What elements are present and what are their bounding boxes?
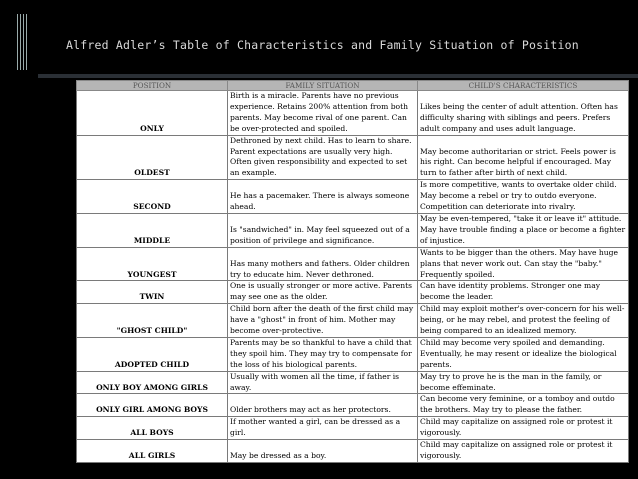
family-situation-cell: Child born after the death of the first child may have a "ghost" in front of him. Mother may become over-protective.	[228, 304, 418, 338]
position-cell: ADOPTED CHILD	[77, 337, 228, 371]
table-row	[77, 135, 629, 180]
family-situation-cell: Is "sandwiched" in. May feel squeezed out of a position of privilege and significance.	[228, 213, 418, 247]
position-cell: OLDEST	[77, 135, 228, 180]
header-family-situation: FAMILY SITUATION	[228, 81, 418, 91]
table-row	[77, 180, 629, 214]
childs-characteristics-cell: Likes being the center of adult attention. Often has difficulty sharing with siblings and peers. Prefers adult company and uses adult language.	[418, 91, 629, 136]
family-situation-cell: Older brothers may act as her protectors.	[228, 394, 418, 417]
slide-header-bar	[38, 74, 638, 78]
table-row	[77, 371, 629, 394]
header-childs-characteristics: CHILD'S CHARACTERISTICS	[418, 81, 629, 91]
childs-characteristics-cell: Can have identity problems. Stronger one may become the leader.	[418, 281, 629, 304]
position-cell: TWIN	[77, 281, 228, 304]
family-situation-cell: Birth is a miracle. Parents have no previous experience. Retains 200% attention from both parents. May become rival of one parent. Can be over-protected and spoiled.	[228, 91, 418, 136]
position-cell: SECOND	[77, 180, 228, 214]
slide-title: Alfred Adler’s Table of Characteristics and Family Situation of Position	[66, 38, 579, 52]
position-cell: ALL BOYS	[77, 417, 228, 440]
table-row	[77, 417, 629, 440]
family-situation-cell: He has a pacemaker. There is always someone ahead.	[228, 180, 418, 214]
position-cell: ALL GIRLS	[77, 440, 228, 463]
family-situation-cell: Dethroned by next child. Has to learn to share. Parent expectations are usually very high. Often given responsibility and expected to set an example.	[228, 135, 418, 180]
family-situation-cell: Parents may be so thankful to have a child that they spoil him. They may try to compensate for the loss of his biological parents.	[228, 337, 418, 371]
family-situation-cell: Usually with women all the time, if father is away.	[228, 371, 418, 394]
childs-characteristics-cell: Child may exploit mother's over-concern for his well-being, or he may rebel, and protest the feeling of being compared to an idealized memory.	[418, 304, 629, 338]
family-situation-cell: Has many mothers and fathers. Older children try to educate him. Never dethroned.	[228, 247, 418, 281]
family-situation-cell: May be dressed as a boy.	[228, 440, 418, 463]
childs-characteristics-cell: Can become very feminine, or a tomboy and outdo the brothers. May try to please the father.	[418, 394, 629, 417]
table-row	[77, 440, 629, 463]
position-cell: ONLY GIRL AMONG BOYS	[77, 394, 228, 417]
childs-characteristics-cell: Child may capitalize on assigned role or protest it vigorously.	[418, 417, 629, 440]
table-row	[77, 337, 629, 371]
childs-characteristics-cell: May try to prove he is the man in the family, or become effeminate.	[418, 371, 629, 394]
decorative-lines-left	[17, 14, 27, 70]
table-header-row	[77, 81, 629, 91]
table-row	[77, 213, 629, 247]
childs-characteristics-cell: Child may become very spoiled and demanding. Eventually, he may resent or idealize the biological parents.	[418, 337, 629, 371]
family-situation-cell: One is usually stronger or more active. Parents may see one as the older.	[228, 281, 418, 304]
childs-characteristics-cell: Child may capitalize on assigned role or protest it vigorously.	[418, 440, 629, 463]
family-situation-cell: If mother wanted a girl, can be dressed as a girl.	[228, 417, 418, 440]
childs-characteristics-cell: May become authoritarian or strict. Feels power is his right. Can become helpful if encouraged. May turn to father after birth of next child.	[418, 135, 629, 180]
table-row	[77, 247, 629, 281]
position-cell: ONLY BOY AMONG GIRLS	[77, 371, 228, 394]
table-row	[77, 304, 629, 338]
childs-characteristics-cell: Is more competitive, wants to overtake older child. May become a rebel or try to outdo everyone. Competition can deteriorate into rivalry.	[418, 180, 629, 214]
position-cell: MIDDLE	[77, 213, 228, 247]
childs-characteristics-cell: May be even-tempered, "take it or leave it" attitude. May have trouble finding a place or become a fighter of injustice.	[418, 213, 629, 247]
position-cell: YOUNGEST	[77, 247, 228, 281]
position-cell: ONLY	[77, 91, 228, 136]
adler-table	[76, 80, 629, 463]
position-cell: "GHOST CHILD"	[77, 304, 228, 338]
table-row	[77, 394, 629, 417]
table-row	[77, 281, 629, 304]
childs-characteristics-cell: Wants to be bigger than the others. May have huge plans that never work out. Can stay the "baby." Frequently spoiled.	[418, 247, 629, 281]
table-row	[77, 91, 629, 136]
header-position: POSITION	[77, 81, 228, 91]
